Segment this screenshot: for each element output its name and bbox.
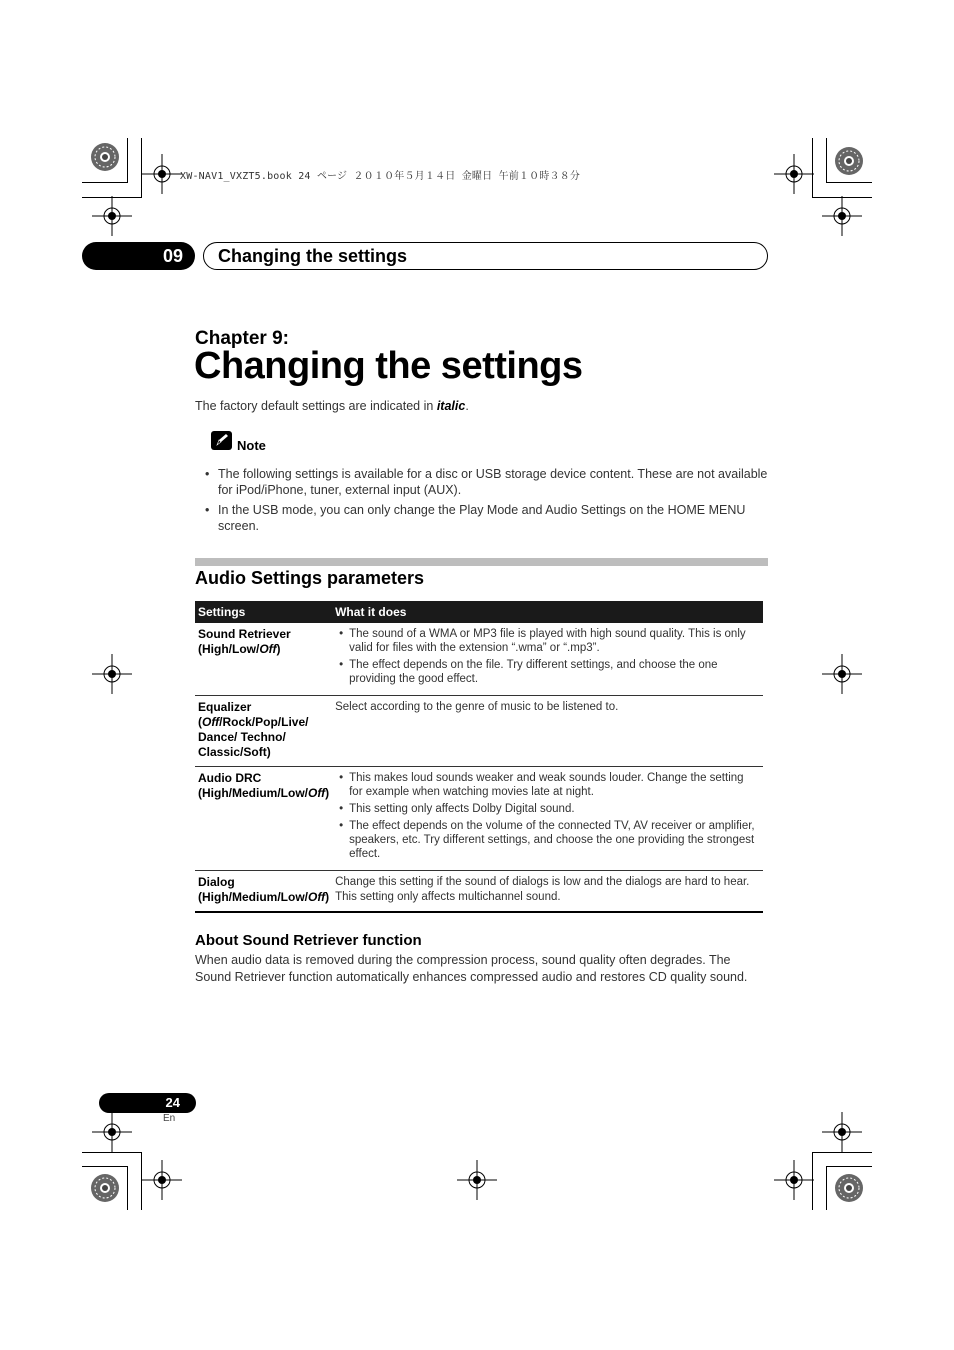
list-item: • This makes loud sounds weaker and weak sounds louder. Change the setting for example when watching movies late at night. [349, 771, 760, 799]
setting-name: Audio DRC [198, 771, 262, 785]
list-item: • In the USB mode, you can only change the Play Mode and Audio Settings on the HOME MENU screen. [205, 502, 770, 534]
crosshair-icon [142, 154, 182, 194]
table-row [195, 871, 763, 913]
setting-description-cell [332, 767, 763, 871]
setting-default: Off [308, 890, 326, 904]
setting-options-pre: (High/Low/ [198, 642, 260, 656]
setting-name-cell [195, 871, 332, 913]
setting-default: Off [308, 786, 326, 800]
setting-name-cell [195, 696, 332, 767]
registration-target-icon [90, 1173, 120, 1203]
crosshair-icon [774, 154, 814, 194]
list-item: • The effect depends on the volume of the connected TV, AV receiver or amplifier, speakers, etc. Try different settings, and choose the one providing the strongest effect. [349, 819, 760, 861]
crosshair-icon [92, 654, 132, 694]
crosshair-icon [142, 1160, 182, 1200]
page-language: En [163, 1113, 176, 1124]
subsection-title: About Sound Retriever function [195, 932, 422, 949]
note-list [205, 466, 770, 538]
subsection-body: When audio data is removed during the compression process, sound quality often degrades. The Sound Retriever function automatically enhances compressed audio and restores CD quality sound. [195, 953, 748, 984]
setting-description-cell: Change this setting if the sound of dialogs is low and the dialogs are hard to hear. This setting only affects multichannel sound. [332, 871, 763, 913]
registration-target-icon [90, 142, 120, 172]
list-item: • The following settings is available for a disc or USB storage device content. These are not available for iPod/iPhone, tuner, external input (AUX). [205, 466, 770, 498]
setting-name: Equalizer [198, 700, 252, 714]
section-divider [195, 558, 768, 566]
crosshair-icon [457, 1160, 497, 1200]
registration-target-icon [834, 146, 864, 176]
table-row [195, 696, 763, 767]
intro-body: The factory default settings are indicated in [195, 399, 437, 413]
setting-name-cell [195, 767, 332, 871]
table-row [195, 767, 763, 871]
list-item: • The effect depends on the file. Try different settings, and choose the one providing the good effect. [349, 658, 760, 686]
list-item: • This setting only affects Dolby Digital sound. [349, 802, 760, 816]
chapter-label: Chapter 9: [195, 328, 289, 349]
crosshair-icon [822, 196, 862, 236]
note-heading [211, 437, 266, 456]
setting-name: Dialog [198, 875, 235, 889]
print-header: XW-NAV1_VXZT5.book 24 ページ ２０１０年５月１４日 金曜日 午前１０時３８分 [180, 171, 581, 182]
setting-options-post: ) [276, 642, 281, 656]
intro-text [195, 399, 469, 413]
table-header-row [195, 601, 763, 623]
setting-default: Off [202, 715, 220, 729]
setting-name-cell [195, 623, 332, 696]
column-header-settings: Settings [195, 601, 332, 623]
settings-table [195, 601, 763, 913]
crosshair-icon [822, 1112, 862, 1152]
section-title: Audio Settings parameters [195, 568, 425, 588]
column-header-what-it-does: What it does [332, 601, 763, 623]
page-title: Changing the settings [194, 345, 583, 387]
table-row [195, 623, 763, 696]
pencil-icon [211, 431, 232, 450]
setting-options-post: ) [325, 890, 330, 904]
setting-options-pre: (High/Medium/Low/ [198, 890, 308, 904]
setting-name: Sound Retriever [198, 627, 291, 641]
running-header: Changing the settings [203, 242, 768, 270]
setting-options-post: /Rock/Pop/Live/ Dance/ Techno/ Classic/Soft) [198, 715, 309, 759]
crosshair-icon [92, 1112, 132, 1152]
setting-options-pre: ( [198, 715, 202, 729]
page-number: 24 [99, 1093, 196, 1113]
chapter-number-badge: 09 [82, 242, 195, 270]
setting-description-cell [332, 623, 763, 696]
setting-options-pre: (High/Medium/Low/ [198, 786, 308, 800]
list-item: • The sound of a WMA or MP3 file is played with high sound quality. This is only valid for files with the extension “.wma” or “.mp3”. [349, 627, 760, 655]
intro-end: . [465, 399, 469, 413]
crosshair-icon [92, 196, 132, 236]
registration-target-icon [834, 1173, 864, 1203]
crosshair-icon [822, 654, 862, 694]
setting-default: Off [259, 642, 277, 656]
intro-emphasis: italic [436, 399, 466, 413]
setting-description-cell: Select according to the genre of music to be listened to. [332, 696, 763, 767]
note-label: Note [237, 437, 266, 453]
setting-options-post: ) [325, 786, 330, 800]
crosshair-icon [774, 1160, 814, 1200]
